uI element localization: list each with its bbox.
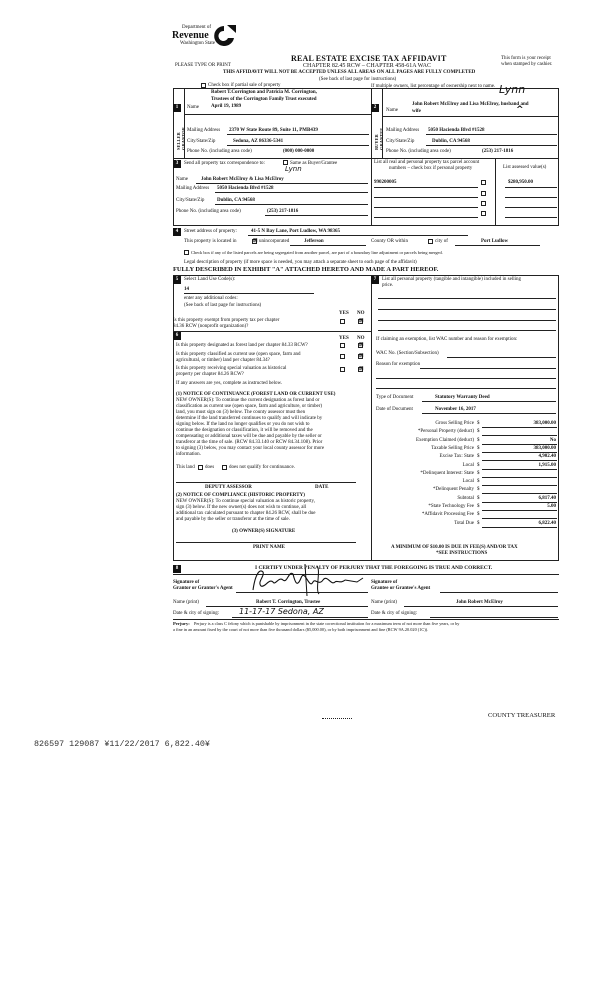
treasurer-receipt-stamp: 826597 129087 ¥11/22/2017 6,822.40¥ bbox=[34, 739, 210, 749]
buyer-name-line-1: John Robert McElroy and Lisa McElroy, husband and bbox=[412, 102, 529, 107]
perjury-text-2: a fine in an amount fixed by the court of not more than five thousand dollars ($5,000.00), or by both imprisonment and fine (RCW 9A.20.020 (1C)). bbox=[173, 627, 429, 632]
correspondence-city: Dublin, CA 94568 bbox=[217, 198, 255, 203]
assessed-value: $280,950.00 bbox=[508, 180, 533, 185]
seller-name-label: Name bbox=[187, 105, 199, 110]
tax-row-label: Exemption Claimed (deduct) bbox=[415, 437, 474, 443]
forest-no-header: NO bbox=[357, 336, 365, 341]
grantee-signature-label-1: Signature of bbox=[371, 580, 398, 585]
tax-row-label: *Affidavit Processing Fee bbox=[421, 512, 474, 518]
tax-row-currency: $ bbox=[477, 445, 480, 451]
tax-row-currency: $ bbox=[477, 470, 480, 476]
buyer-city: Dublin, CA 94568 bbox=[432, 139, 470, 144]
tax-row-line bbox=[482, 518, 557, 519]
forest-question-2a: Is this property classified as current use (open space, farm and bbox=[176, 352, 301, 357]
tax-row-currency: $ bbox=[477, 520, 480, 526]
street-label: Street address of property: bbox=[184, 229, 237, 234]
compliance-line-1: NEW OWNER(S): To continue special valuation as historic property, bbox=[176, 499, 315, 504]
city-of-label: city of bbox=[435, 239, 448, 244]
grantor-name-label: Name (print) bbox=[173, 600, 199, 605]
tax-row-label: Total Due bbox=[454, 520, 474, 526]
tax-row-label: Gross Selling Price bbox=[435, 421, 474, 426]
certify-statement: I CERTIFY UNDER PENALTY OF PERJURY THAT THE FOREGOING IS TRUE AND CORRECT. bbox=[255, 565, 493, 571]
county-treasurer-label: COUNTY TREASURER bbox=[488, 712, 556, 719]
additional-codes-label: enter any additional codes: bbox=[184, 296, 238, 301]
perjury-text-1: Perjury is a class C felony which is punishable by imprisonment in the state correctional institution for a maximum term of not more than five years, or by bbox=[194, 621, 460, 626]
tax-row-line bbox=[482, 435, 557, 436]
land-use-see-back: (See back of last page for instructions) bbox=[184, 303, 262, 308]
forest-question-2b: agricultural, or timber) land per chapter 84.34? bbox=[176, 358, 270, 363]
tax-row-line bbox=[482, 469, 557, 470]
land-use-code: 14 bbox=[184, 287, 189, 292]
grantee-date-label: Date & city of signing: bbox=[371, 611, 418, 616]
personal-property-checkbox-1[interactable] bbox=[481, 180, 486, 185]
tax-row-currency: $ bbox=[477, 504, 480, 509]
exempt-no-checkbox[interactable]: ☒ bbox=[359, 319, 364, 324]
assessed-header: List assessed value(s) bbox=[503, 165, 547, 170]
dept-label: Department of bbox=[182, 25, 212, 30]
personal-property-checkbox-4[interactable] bbox=[481, 211, 486, 216]
correspondence-name-label: Name bbox=[176, 177, 188, 182]
seller-city-label: City/State/Zip bbox=[187, 139, 216, 144]
tax-row-line bbox=[482, 510, 557, 511]
parcels-header-1: List all real and personal property tax parcel account bbox=[374, 160, 480, 165]
continuance-line-1: NEW OWNER(S): To continue the current designation as forest land or bbox=[176, 398, 320, 403]
perjury-label: Perjury: bbox=[173, 621, 190, 626]
exempt-yes-header: YES bbox=[339, 311, 349, 316]
forest-question-3a: Is this property receiving special valuation as historical bbox=[176, 366, 287, 371]
segregated-label: Check box if any of the listed parcels are being segregated from another parcel, are part of a boundary line adjustment or parcels being merged. bbox=[191, 250, 443, 255]
compliance-line-2: sign (3) below. If the new owner(s) does not wish to continue, all bbox=[176, 505, 307, 510]
tax-row-label: Subtotal bbox=[457, 495, 474, 501]
seller-name-line-1: Robert T.Corrington and Patricia M. Corrington, bbox=[211, 90, 317, 95]
legal-description: FULLY DESCRIBED IN EXHIBIT "A" ATTACHED HERETO AND MADE A PART HEREOF. bbox=[173, 266, 439, 273]
tax-row-currency: $ bbox=[477, 479, 480, 485]
tax-row-value: 6,817.40 bbox=[538, 495, 556, 501]
continuance-line-3: land, you must sign on (3) below. The county assessor must then bbox=[176, 410, 306, 415]
correspondence-handwritten-name: Lynn bbox=[285, 165, 302, 173]
segregated-checkbox[interactable] bbox=[184, 250, 189, 255]
county-name: Jefferson bbox=[304, 239, 324, 244]
tax-row-currency: $ bbox=[477, 462, 480, 468]
tax-row-currency: $ bbox=[477, 495, 480, 501]
land-does-checkbox[interactable] bbox=[198, 465, 203, 470]
section-8-badge: 8 bbox=[173, 565, 181, 573]
personal-property-label-2: price. bbox=[382, 283, 394, 288]
minimum-due-note: A MINIMUM OF $10.00 IS DUE IN FEE(S) AND/OR TAX bbox=[391, 545, 518, 550]
seller-name-line-2: Trustees of the Corrington Family Trust executed bbox=[211, 97, 317, 102]
document-date: November 16, 2017 bbox=[435, 407, 476, 412]
dept-name: Revenue bbox=[172, 30, 209, 41]
city-name: Port Ludlow bbox=[481, 239, 509, 244]
compliance-line-3: additional tax calculated pursuant to chapter 84.26 RCW, shall be due bbox=[176, 511, 316, 516]
receipt-note-1: This form is your receipt bbox=[501, 56, 551, 61]
section-7-badge: 7 bbox=[371, 276, 379, 284]
tax-row-value: 5.00 bbox=[547, 504, 556, 509]
grantee-name-label: Name (print) bbox=[371, 600, 397, 605]
wac-label: WAC No. (Section/Subsection) bbox=[376, 351, 439, 356]
continuance-line-10: information. bbox=[176, 452, 201, 457]
grantor-date-city: 11-17-17 Sedona, AZ bbox=[239, 607, 324, 616]
grantor-signature-label-2: Grantor or Grantor's Agent bbox=[173, 586, 233, 591]
tax-row-currency: $ bbox=[477, 454, 480, 460]
personal-property-label: List all personal property (tangible and intangible) included in selling bbox=[382, 277, 521, 282]
dept-state: Washington State bbox=[180, 41, 216, 46]
tax-row-value: 383,000.00 bbox=[533, 421, 556, 426]
land-does-label: does bbox=[205, 465, 215, 470]
continuance-line-5: signing below. If the land no longer qualifies or you do not wish to bbox=[176, 422, 310, 427]
tax-row-line bbox=[482, 444, 557, 445]
tax-row-currency: $ bbox=[477, 487, 480, 493]
forest-q1-no-checkbox[interactable]: ☒ bbox=[359, 343, 364, 348]
seller-phone-label: Phone No. (including area code) bbox=[187, 149, 252, 154]
grantee-signature-label-2: Grantee or Grantee's Agent bbox=[371, 586, 431, 591]
tax-row-line bbox=[482, 502, 557, 503]
grantor-printed-name: Robert T. Corrington, Trustee bbox=[256, 600, 321, 605]
buyer-name-label: Name bbox=[386, 108, 398, 113]
buyer-handwritten-name: Lynn bbox=[499, 83, 526, 96]
forest-yes-header: YES bbox=[339, 336, 349, 341]
assessor-date-label: DATE bbox=[315, 485, 329, 490]
tax-row-label: *Delinquent Penalty bbox=[433, 487, 474, 493]
continuance-title: (1) NOTICE OF CONTINUANCE (FOREST LAND OR CURRENT USE) bbox=[176, 392, 336, 397]
seller-name-line-3: April 19, 1989 bbox=[211, 104, 242, 109]
correspondence-address: 5050 Hacienda Blvd #1528 bbox=[217, 186, 274, 191]
land-does-not-label: does not qualify for continuance. bbox=[229, 465, 295, 470]
buyer-name-line-2: wife bbox=[412, 109, 421, 114]
document-type: Statutory Warranty Deed bbox=[435, 395, 490, 400]
seller-address: 2370 W State Route 89, Suite 11, PMB439 bbox=[229, 128, 318, 133]
forest-q2-yes-checkbox[interactable] bbox=[340, 354, 345, 359]
grantee-printed-name: John Robert McElroy bbox=[456, 600, 503, 605]
document-type-label: Type of Document bbox=[376, 395, 414, 400]
tax-row-label: *Delinquent Interest: State bbox=[420, 470, 474, 476]
grantor-date-label: Date & city of signing: bbox=[173, 611, 220, 616]
continuance-line-4: determine if the land transferred continues to qualify and will indicate by bbox=[176, 416, 323, 421]
seller-grantor-label: SELLER GRANTOR bbox=[176, 127, 186, 150]
seller-city: Sedona, AZ 86336-5341 bbox=[233, 139, 284, 144]
buyer-city-label: City/State/Zip bbox=[386, 139, 415, 144]
tax-row-line bbox=[482, 460, 557, 461]
continuance-line-6: continue the designation or classification, it will be removed and the bbox=[176, 428, 313, 433]
tax-row-line bbox=[482, 493, 557, 494]
correspondence-name: John Robert McElroy & Lisa McElroy bbox=[201, 177, 284, 182]
tax-row-value: 1,915.00 bbox=[538, 462, 556, 468]
section-2-badge: 2 bbox=[371, 104, 379, 112]
tax-row-line bbox=[482, 485, 557, 486]
correspondence-city-label: City/State/Zip bbox=[176, 198, 205, 203]
buyer-address-label: Mailing Address bbox=[386, 128, 420, 133]
exempt-yes-checkbox[interactable] bbox=[340, 319, 345, 324]
tax-row-line bbox=[482, 452, 557, 453]
section-6-badge: 6 bbox=[173, 332, 181, 340]
exempt-question-2: 84.36 RCW (nonprofit organization)? bbox=[173, 324, 249, 329]
land-does-not-checkbox[interactable] bbox=[222, 465, 227, 470]
city-of-checkbox[interactable] bbox=[428, 239, 433, 244]
form-warning: THIS AFFIDAVIT WILL NOT BE ACCEPTED UNLESS ALL AREAS ON ALL PAGES ARE FULLY COMPLETED bbox=[223, 70, 476, 75]
document-date-label: Date of Document bbox=[376, 407, 413, 412]
print-name-label: PRINT NAME bbox=[253, 545, 285, 550]
tax-row-label: Local bbox=[462, 479, 474, 485]
buyer-grantee-label: BUYER GRANTEE bbox=[374, 127, 384, 150]
tax-row-label: Taxable Selling Price bbox=[431, 445, 474, 451]
grantor-signature-label-1: Signature of bbox=[173, 580, 200, 585]
land-use-label: Select Land Use Code(s): bbox=[184, 277, 236, 282]
grantor-signature bbox=[245, 560, 370, 603]
continuance-line-8: transferor at the time of sale. (RCW 84.33.140 or RCW 84.34.108). Prior bbox=[176, 440, 323, 445]
please-print: PLEASE TYPE OR PRINT bbox=[175, 63, 231, 68]
unincorporated-checkbox[interactable]: ☒ bbox=[253, 239, 258, 244]
section-3-badge: 3 bbox=[173, 160, 181, 168]
section-5-badge: 5 bbox=[173, 276, 181, 284]
personal-property-checkbox-3[interactable] bbox=[481, 201, 486, 206]
forest-q1-yes-checkbox[interactable] bbox=[340, 343, 345, 348]
exemption-claim-label: If claiming an exemption, list WAC number and reason for exemption: bbox=[376, 337, 518, 342]
see-instructions-note: *SEE INSTRUCTIONS bbox=[436, 551, 488, 556]
tax-row-line bbox=[482, 477, 557, 478]
tax-row-label: *Personal Property (deduct) bbox=[417, 429, 474, 435]
forest-q3-yes-checkbox[interactable] bbox=[340, 367, 345, 372]
exempt-question-1: Is this property exempt from property tax per chapter bbox=[173, 318, 280, 323]
correspondence-address-label: Mailing Address bbox=[176, 186, 210, 191]
this-land-label: This land bbox=[176, 465, 195, 470]
tax-row-label: Local bbox=[462, 462, 474, 468]
compliance-line-4: and payable by the seller or transferor at the time of sale. bbox=[176, 517, 290, 522]
tax-row-currency: $ bbox=[477, 512, 480, 518]
see-back-header: (See back of last page for instructions) bbox=[319, 77, 397, 82]
same-as-buyer-label: Same as Buyer/Grantee bbox=[290, 161, 338, 166]
receipt-note-2: when stamped by cashier. bbox=[501, 62, 553, 67]
tax-row-currency: $ bbox=[477, 437, 480, 443]
exemption-reason-label: Reason for exemption bbox=[376, 362, 421, 367]
forest-if-yes: If any answers are yes, complete as instructed below. bbox=[176, 381, 283, 386]
owner-signature-label: (3) OWNER(S) SIGNATURE bbox=[232, 529, 296, 534]
county-within-label: County OR within bbox=[371, 239, 408, 244]
section-1-badge: 1 bbox=[173, 104, 181, 112]
buyer-address: 5050 Hacienda Blvd #1528 bbox=[428, 128, 485, 133]
forest-q2-no-checkbox[interactable]: ☒ bbox=[359, 354, 364, 359]
exempt-no-header: NO bbox=[357, 311, 365, 316]
seller-address-label: Mailing Address bbox=[187, 128, 221, 133]
continuance-line-7: compensating or additional taxes will be due and payable by the seller or bbox=[176, 434, 322, 439]
tax-row-currency: $ bbox=[477, 421, 480, 426]
form-chapter: CHAPTER 82.45 RCW – CHAPTER 458-61A WAC bbox=[303, 63, 431, 69]
multiple-owners-note: If multiple owners, list percentage of ownership next to name. bbox=[371, 84, 496, 89]
buyer-phone-label: Phone No. (including area code) bbox=[386, 149, 451, 154]
located-in-label: This property is located in bbox=[184, 239, 237, 244]
tax-row-value: 383,000.00 bbox=[533, 445, 556, 451]
tax-row-value: 6,822.40 bbox=[538, 520, 556, 526]
buyer-insert-caret: ^ bbox=[516, 105, 524, 115]
form-title: REAL ESTATE EXCISE TAX AFFIDAVIT bbox=[291, 54, 447, 63]
legal-description-label: Legal description of property (if more space is needed, you may attach a separate sheet to each page of the affidavit) bbox=[184, 260, 417, 265]
parcel-number: 990200005 bbox=[374, 180, 397, 185]
street-address: 41-5 N Bay Lane, Port Ludlow, WA 98365 bbox=[251, 229, 340, 234]
continuance-line-2: classification as current use (open space, farm and agriculture, or timber) bbox=[176, 404, 323, 409]
tax-row-line bbox=[482, 427, 557, 428]
seller-phone: (000) 000-0000 bbox=[283, 149, 315, 154]
deputy-assessor-label: DEPUTY ASSESSOR bbox=[205, 485, 252, 490]
tax-row-currency: $ bbox=[477, 429, 480, 435]
correspondence-phone: (253) 217-1816 bbox=[267, 209, 299, 214]
forest-q3-no-checkbox[interactable]: ☒ bbox=[359, 367, 364, 372]
unincorporated-label: unincorporated bbox=[259, 239, 290, 244]
forest-question-1: Is this property designated as forest land per chapter 84.33 RCW? bbox=[176, 343, 308, 348]
compliance-title: (2) NOTICE OF COMPLIANCE (HISTORIC PROPERTY) bbox=[176, 493, 305, 498]
personal-property-checkbox-2[interactable] bbox=[481, 191, 486, 196]
section-4-badge: 4 bbox=[173, 228, 181, 236]
forest-question-3b: property per chapter 84.26 RCW? bbox=[176, 372, 244, 377]
tax-row-value: No bbox=[549, 437, 556, 443]
buyer-phone: (253) 217-1816 bbox=[482, 149, 514, 154]
parcels-header-2: numbers – check box if personal property bbox=[389, 166, 473, 171]
tax-row-label: *State Technology Fee bbox=[428, 504, 474, 509]
tax-row-line bbox=[482, 527, 557, 528]
tax-row-value: 4,902.40 bbox=[538, 454, 556, 460]
partial-sale-label: Check box if partial sale of property bbox=[208, 83, 281, 88]
grantor-signature-drawing bbox=[245, 560, 370, 598]
tax-row-label: Excise Tax: State bbox=[439, 454, 474, 460]
continuance-line-9: to signing (3) below, you may contact your local county assessor for more bbox=[176, 446, 325, 451]
correspondence-label: Send all property tax correspondence to: bbox=[184, 161, 265, 166]
correspondence-phone-label: Phone No. (including area code) bbox=[176, 209, 241, 214]
